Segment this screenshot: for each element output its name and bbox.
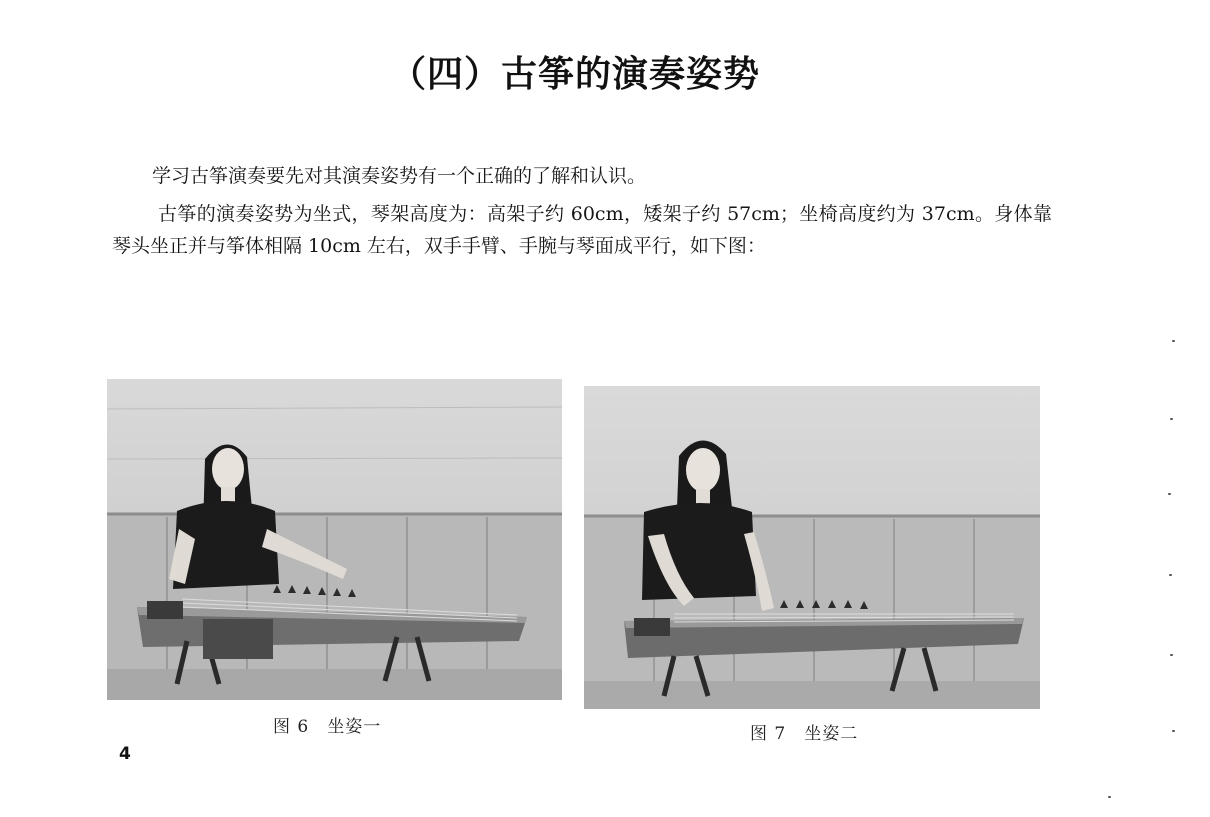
figure-6-photo bbox=[107, 379, 562, 700]
scan-speck bbox=[1168, 493, 1171, 495]
guzheng-seated-photo-2 bbox=[584, 386, 1040, 709]
figure-7-caption: 图 7 坐姿二 bbox=[750, 724, 859, 744]
paragraph-intro: 学习古筝演奏要先对其演奏姿势有一个正确的了解和认识。 bbox=[152, 165, 647, 187]
scan-speck bbox=[1170, 418, 1173, 420]
figure-6-caption: 图 6 坐姿一 bbox=[273, 717, 382, 737]
scan-speck bbox=[1108, 796, 1111, 798]
paragraph-posture-details: 古筝的演奏姿势为坐式，琴架高度为：高架子约 60cm，矮架子约 57cm；坐椅高度约为 37cm。身体靠琴头坐正并与筝体相隔 10cm 左右，双手手臂、手腕与琴面成平行，如下图： bbox=[112, 203, 1052, 257]
guzheng-seated-photo-1 bbox=[107, 379, 562, 700]
page-number: 4 bbox=[119, 744, 131, 764]
figure-7-photo bbox=[584, 386, 1040, 709]
scan-speck bbox=[1170, 654, 1173, 656]
scan-speck bbox=[1172, 730, 1175, 732]
scan-speck bbox=[1169, 574, 1172, 576]
page-title: （四）古筝的演奏姿势 bbox=[389, 54, 760, 95]
scan-speck bbox=[1172, 340, 1175, 342]
